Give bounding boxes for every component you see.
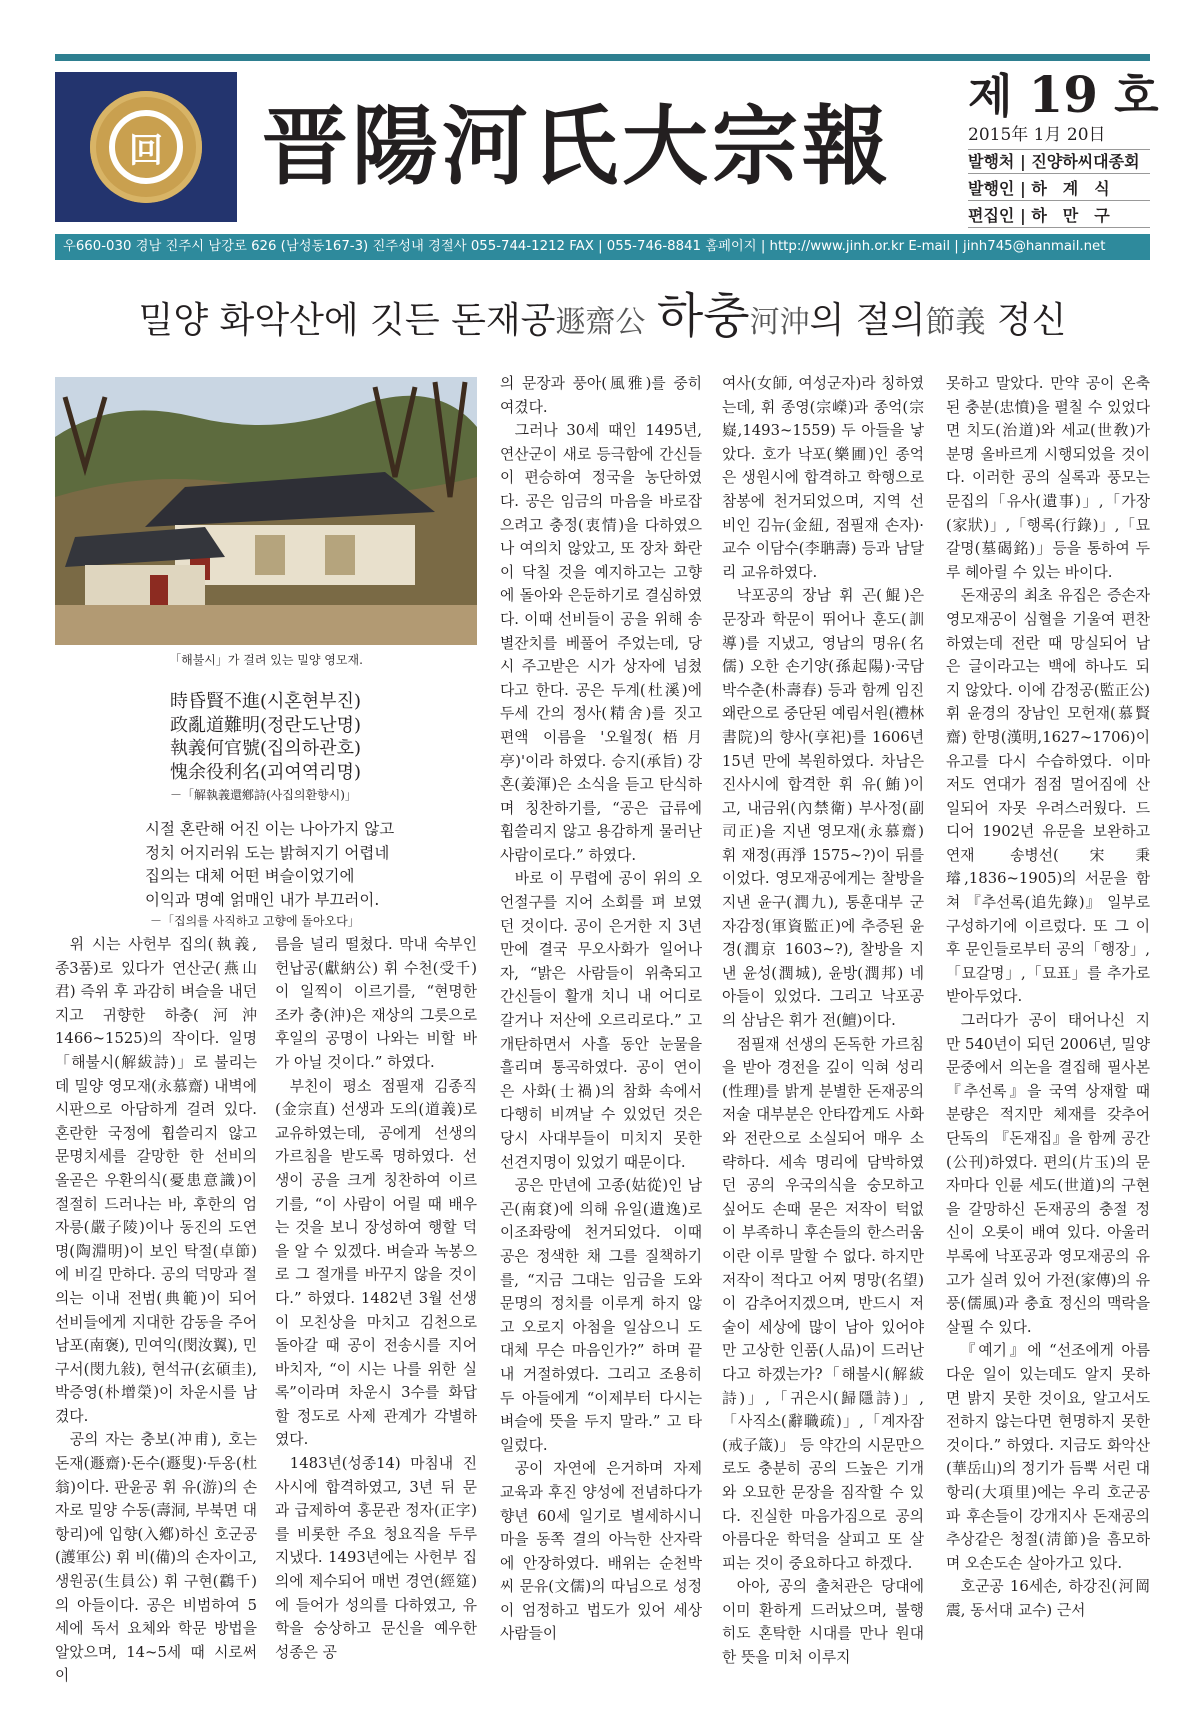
paragraph: 름을 널리 떨쳤다. 막내 숙부인 헌납공(獻納公) 휘 수천(受千)이 일찍이 이르기를, “현명한 조카 충(沖)은 재상의 그릇으로 후일의 공명이 나와는 비할 바가 아닐 것이다.” 하였다.	[275, 936, 477, 1071]
article-column-1	[55, 933, 257, 1708]
paragraph: 공은 만년에 고종(姑從)인 남곤(南袞)에 의해 유일(遺逸)로 이조좌랑에 천거되었다. 이때 공은 정색한 채 그를 질책하기를, “지금 그대는 임금을 도와 문명의 정치를 이루게 하지 않고 오로지 아첨을 일삼으니 도대체 무슨 마음인가?” 하며 끝내 거절하였다. 그리고 조용히 두 아들에게 “이제부터 다시는 벼슬에 뜻을 두지 말라.” 고 타일렀다.	[500, 1177, 702, 1454]
poem-line: 政亂道難明(정란도난명)	[170, 714, 361, 736]
headline-part2: 하충	[656, 288, 750, 344]
article-photo	[55, 377, 477, 645]
article-column-3	[500, 372, 702, 1710]
newspaper-title: 晋陽河氏大宗報	[262, 96, 892, 197]
paragraph: 그러나 30세 때인 1495년, 연산군이 새로 등극함에 간신들이 편승하여 정국을 농단하였다. 공은 임금의 마음을 바로잡으려고 충정(衷情)을 다하였으나 여의치 않았고, 또 장차 화란이 닥칠 것을 예지하고는 고향에 돌아와 은둔하기로 결심하였다. 이때 선비들이 공을 위해 송별잔치를 베풀어 주었는데, 당시 주고받은 시가 상자에 넘쳤다고 한다. 공은 두계(杜溪)에 두세 간의 정사(精舍)를 짓고 편액 이름을 '오월정(梧月亭)'이라 하였다. 승지(承旨) 강혼(姜渾)은 소식을 듣고 탄식하며 칭찬하기를, “공은 급류에 휩쓸리지 않고 용감하게 물러난 사람이로다.” 하였다.	[500, 422, 702, 864]
editor-line: 편집인 | 하 만 구	[968, 205, 1150, 228]
headline-han2: 河沖	[749, 305, 810, 340]
headline-han3: 節義	[925, 305, 986, 340]
translation-source: －「집의를 사직하고 고향에 돌아오다」	[150, 914, 360, 928]
paragraph: 돈재공의 최초 유집은 증손자 영모재공이 심혈을 기울여 편찬하였는데 전란 때 망실되어 남은 글이라고는 백에 하나도 되지 않았다. 이에 감정공(監正公) 휘 윤경의 장남인 모헌재(慕賢齋) 한명(漢明,1627~1706)이 유고를 다시 수습하였다. 이마저도 연대가 점점 멀어짐에 산일되어 자못 우려스러웠다. 드디어 1902년 유문을 보완하고 연재 송병선(宋秉璿,1836~1905)의 서문을 함쳐 『추선록(追先錄)』 일부로 구성하기에 이르렀다. 또 그 이후 문인들로부터 공의「행장」,「묘갈명」,「묘표」를 추가로 받아두었다.	[946, 587, 1150, 1006]
issue-number	[968, 65, 1159, 124]
headline-part3: 의 절의	[809, 300, 926, 341]
paragraph: 위 시는 사헌부 집의(執義, 종3품)로 있다가 연산군(燕山君) 즉위 후 과감히 벼슬을 내던지고 귀향한 하충(河沖 1466~1525)의 작이다. 일명「해불시(解紱詩)」로 불리는데 밀양 영모재(永慕齋) 내벽에 시판으로 아담하게 걸려 있다. 혼란한 국정에 휩쓸리지 않고 문명치세를 갈망한 한 선비의 올곧은 우환의식(憂患意識)이 절절히 드러나는 바, 후한의 엄자릉(嚴子陵)이나 동진의 도연명(陶淵明)이 보인 탁절(卓節)에 비길 만하다. 공의 덕망과 절의는 이내 전범(典範)이 되어 선비들에게 지대한 감동을 주어 남포(南褒), 민여익(閔汝翼), 민구서(閔九敍), 현석규(玄碩圭), 박증영(朴增榮)이 차운시를 남겼다.	[55, 936, 257, 1425]
paragraph: 1483년(성종14) 마침내 진사시에 합격하였고, 3년 뒤 문과 급제하여 홍문관 정자(正字)를 비롯한 주요 청요직을 두루 지냈다. 1493년에는 사헌부 집의에 제수되어 매번 경연(經筵)에 들어가 성의를 다하였고, 유학을 숭상하고 문신을 예우한 성종은 공	[275, 1455, 477, 1661]
headline-han1: 遯齋公	[555, 305, 646, 340]
publisher-line: 발행처 | 진양하씨대종회	[968, 151, 1150, 174]
article-column-5	[946, 372, 1150, 1710]
article-column-2	[275, 933, 477, 1708]
paragraph: 부친이 평소 점필재 김종직(金宗直) 선생과 도의(道義)로 교유하였는데, 공에게 선생의 가르침을 받도록 명하였다. 선생이 공을 크게 칭찬하여 이르기를, “이 사람이 어릴 때 배우는 것을 보니 장성하여 행할 덕을 알 수 있겠다. 벼슬과 녹봉으로 그 절개를 바꾸지 않을 것이다.” 하였다. 1482년 3월 선생이 모친상을 마치고 김천으로 돌아갈 때 공이 전송시를 지어 바치자, “이 시는 나를 위한 실록”이라며 차운시 3수를 화답할 정도로 사제 관계가 각별하였다.	[275, 1077, 477, 1449]
headline-part1: 밀양 화악산에 깃든 돈재공	[138, 300, 556, 341]
poem-line: 時昏賢不進(시혼현부진)	[170, 691, 361, 712]
poem-line: 愧余役利名(괴여역리명)	[170, 761, 361, 783]
paragraph: 점필재 선생의 돈독한 가르침을 받아 경전을 깊이 익혀 성리(性理)를 밝게 분별한 돈재공의 저술 대부분은 안타깝게도 사화와 전란으로 소실되어 매우 소략하다. 세속 명리에 담박하였던 공의 우국의식을 숭모하고 싶어도 손때 묻은 저작이 턱없이 부족하니 후손들의 한스러움이란 이루 말할 수 없다. 하지만 저작이 적다고 어찌 명망(名望)이 감추어지겠으며, 반드시 저술이 세상에 많이 남아 있어야만 고상한 인품(人品)이 드러난다고 하겠는가?「해불시(解紱詩)」,「귀은시(歸隱詩)」,「사직소(辭職疏)」,「계자잠(戒子箴)」 등 약간의 시문만으로도 충분히 공의 드높은 기개와 오묘한 문장을 짐작할 수 있다. 진실한 마음가짐으로 공의 아름다운 학덕을 살피고 또 살피는 것이 중요하다고 하겠다.	[722, 1035, 924, 1572]
issue-num: 19	[1028, 65, 1099, 124]
headline-part4: 정신	[985, 300, 1067, 341]
paragraph: 의 문장과 풍아(風雅)를 중히 여겼다.	[500, 375, 702, 416]
author-signature: 호군공 16세손, 하강진(河岡震, 동서대 교수) 근서	[946, 1578, 1150, 1619]
photo-caption: 「해불시」가 걸려 있는 밀양 영모재.	[169, 653, 363, 667]
translation-line: 정치 어지러워 도는 밝혀지기 어렵네	[145, 843, 390, 862]
issue-prefix: 제	[968, 69, 1013, 123]
translation-line: 집의는 대체 어떤 벼슬이었기에	[145, 867, 355, 885]
poem-line: 執義何官號(집의하관호)	[170, 738, 361, 759]
issue-date: 2015年 1月 20日	[968, 124, 1150, 150]
paragraph: 낙포공의 장남 휘 곤(鯤)은 문장과 학문이 뛰어나 훈도(訓導)를 지냈고, 영남의 명유(名儒) 오한 손기양(孫起陽)·국담 박수춘(朴壽春) 등과 함께 임진왜란으로 중단된 예림서원(禮林書院)의 향사(享祀)를 1606년 15년 만에 복원하였다. 차남은 진사시에 합격한 휘 유(鮪)이고, 내금위(內禁衛) 부사정(副司正)을 지낸 영모재(永慕齋) 휘 재정(再淨 1575~?)이 뒤를 이었다. 영모재공에게는 찰방을 지낸 윤구(潤九), 통훈대부 군자감정(軍資監正)에 추증된 윤경(潤京 1603~?), 찰방을 지낸 윤성(潤城), 윤방(潤邦) 네 아들이 있었다. 그리고 낙포공의 삼남은 휘가 전(鱣)이다.	[722, 587, 924, 1030]
address-bar: 우660-030 경남 진주시 남강로 626 (남성동167-3) 진주성내 경절사 055-744-1212 FAX | 055-746-8841 홈페이지 | http://www.jinh.or.kr E-mail | jinh745@hanmail.net	[55, 234, 1150, 260]
paragraph: 공의 자는 충보(冲甫), 호는 돈재(遯齋)·돈수(遯叟)·두옹(杜翁)이다. 판윤공 휘 유(游)의 손자로 밀양 수동(壽洞, 부북면 대항리)에 입향(入鄕)하신 호군공(護軍公) 휘 비(備)의 손자이고, 생원공(生員公) 휘 구현(鸖千)의 아들이다. 공은 비범하여 5세에 독서 요체와 학문 방법을 알았으며, 14~5세 때 시로써 이	[55, 1431, 257, 1685]
paragraph: 그러다가 공이 태어나신 지 만 540년이 되던 2006년, 밀양 문중에서 의논을 결집해 필사본 『추선록』을 국역 상재할 때 분량은 적지만 체재를 갖추어 단독의 『돈재집』을 함께 공간(公刊)하였다. 편의(片玉)의 문자마다 인륜 세도(世道)의 구현을 갈망하신 돈재공의 충절 정신이 오롯이 배여 있다. 아울러 부록에 낙포공과 영모재공의 유고가 실려 있어 가전(家傳)의 유풍(儒風)과 충효 정신의 맥락을 살필 수 있다.	[946, 1012, 1150, 1336]
emblem-icon	[90, 91, 202, 203]
poem-translation	[145, 818, 485, 912]
article-column-4	[722, 372, 924, 1710]
translation-line: 시절 혼란해 어진 이는 나아가지 않고	[145, 820, 395, 838]
top-rule	[55, 54, 1150, 61]
paragraph: 아아, 공의 출처관은 당대에 이미 환하게 드러났으며, 불행히도 혼탁한 시대를 만나 원대한 뜻을 미처 이루지	[722, 1578, 924, 1667]
paragraph: 공이 자연에 은거하며 자제 교육과 후진 양성에 전념하다가 향년 60세 일기로 별세하시니 마을 동쪽 결의 아늑한 산자락에 안장하였다. 배위는 순천박씨 문유(文儒)의 따님으로 성정이 엄정하고 법도가 있어 세상 사람들이	[500, 1460, 702, 1643]
paragraph: 『예기』에 “선조에게 아름다운 일이 있는데도 알지 못하면 밝지 못한 것이요, 알고서도 전하지 않는다면 현명하지 못한 것이다.” 하였다. 지금도 화악산(華岳山)의 정기가 듬뿍 서린 대항리(大項里)에는 우리 호군공파 후손들이 강개지사 돈재공의 추상같은 청절(淸節)을 흠모하며 오손도손 살아가고 있다.	[946, 1342, 1150, 1572]
poem-block	[170, 690, 470, 784]
article-headline	[55, 290, 1150, 349]
clan-logo	[55, 72, 237, 222]
issuer-line: 발행인 | 하 계 식	[968, 178, 1150, 201]
translation-line: 이익과 명예 얽매인 내가 부끄러이.	[145, 890, 380, 909]
paragraph: 여사(女師, 여성군자)라 칭하였는데, 휘 종영(宗嶸)과 종억(宗嶷,1493~1559) 두 아들을 낳았다. 호가 낙포(樂圃)인 종억은 생원시에 합격하고 학행으로 참봉에 천거되었으며, 지역 선비인 김뉴(金紐, 점필재 손자)·교수 이담수(李聃壽) 등과 남달리 교유하였다.	[722, 375, 924, 581]
paragraph: 바로 이 무렵에 공이 위의 오언절구를 지어 소회를 펴 보였던 것이다. 공이 은거한 지 3년 만에 결국 무오사화가 일어나자, “밝은 사람들이 위축되고 간신들이 활개 치니 내 어디로 갈거나 저산에 오르리로다.” 고 개탄하면서 사흘 동안 눈물을 흘리며 통곡하였다. 공이 연이은 사화(士禍)의 참화 속에서 다행히 비껴날 수 있었던 것은 당시 사대부들이 미치지 못한 선견지명이 있었기 때문이다.	[500, 870, 702, 1171]
emblem-mark: 回	[109, 110, 183, 184]
issue-suffix: 호	[1114, 69, 1159, 123]
poem-source: －「解執義還鄕詩(사집의환향시)」	[170, 788, 357, 802]
paragraph: 못하고 말았다. 만약 공이 온축된 충분(忠憤)을 펼칠 수 있었다면 치도(治道)와 세교(世敎)가 분명 올바르게 시행되었을 것이다. 이러한 공의 실록과 풍모는 문집의「유사(遺事)」,「가장(家狀)」,「행록(行錄)」,「묘갈명(墓碣銘)」등을 통하여 두루 헤아릴 수 있는 바이다.	[946, 375, 1150, 581]
